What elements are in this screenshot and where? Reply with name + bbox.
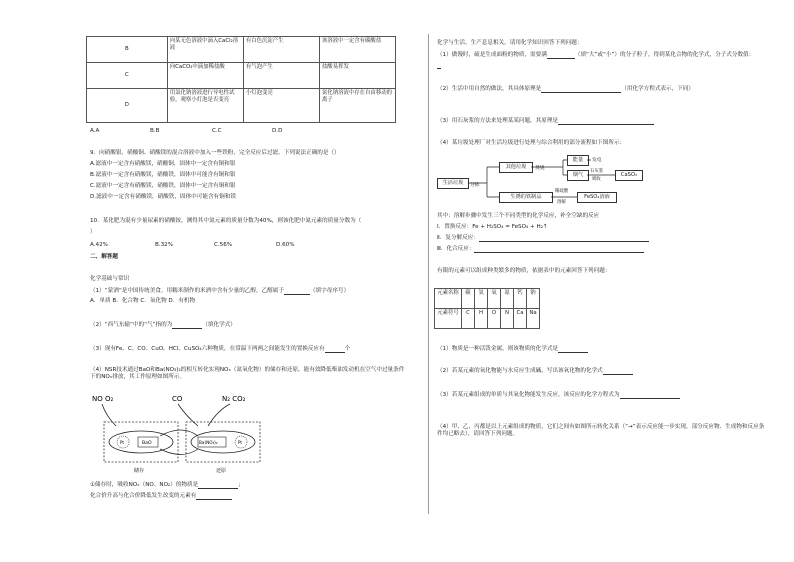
absorb-label: 吸收 bbox=[592, 177, 601, 182]
q9-stem: 9．向硝酸银、硝酸铜、硝酸镁的混合溶液中加入一些铁粉，完全反应后过滤。下列说法正确的是（） bbox=[90, 150, 340, 156]
q10-options bbox=[90, 242, 295, 249]
q3-stem bbox=[90, 346, 350, 353]
q4-1-text: ①储存时，吸收NOₓ（NO、NO₂）的物质是 bbox=[90, 482, 199, 488]
q10-stem-end: ） bbox=[90, 229, 96, 235]
operation-cell: 用氯化钠溶液进行导电性试验，观察小灯泡是否变亮 bbox=[167, 89, 243, 123]
table-cell: C bbox=[462, 309, 475, 329]
answer-blank[interactable] bbox=[325, 346, 345, 353]
q4-3 bbox=[90, 493, 232, 500]
flow-diagram bbox=[437, 152, 677, 210]
row-label: B bbox=[87, 37, 168, 63]
p5-ii-text: Ⅱ．复分解反应： bbox=[437, 235, 479, 241]
e1 bbox=[437, 346, 588, 353]
q8-options bbox=[90, 128, 283, 135]
garbage-box: 生活垃圾 bbox=[437, 178, 469, 189]
table-cell: 元素符号 bbox=[435, 309, 462, 329]
row-label: D bbox=[87, 89, 168, 123]
dilute-acid-label: 稀硫酸 bbox=[555, 189, 569, 194]
q9-option-b: B.滤液中一定含有硝酸镁，硝酸铁，固体中可能含有铜和银 bbox=[90, 172, 236, 178]
e1-text: （1）物质是一种活泼金属，则该物质的化学式是 bbox=[437, 346, 559, 352]
flow-arrows bbox=[437, 152, 677, 210]
p2-hint: （用化学方程式表示，下同） bbox=[621, 86, 694, 92]
q3-text: （3）现有Fe、C、CO、CuO、HCl、CuSO₄六种物质，在常温下两两之间能发生的置换反应有 bbox=[90, 346, 325, 352]
option: D.60% bbox=[276, 242, 295, 248]
reduce-caption: 还原 bbox=[216, 468, 227, 474]
answer-blank[interactable] bbox=[541, 86, 621, 93]
option: C.C bbox=[212, 128, 222, 134]
p2 bbox=[437, 86, 694, 93]
q4-stem: （4）NSR技术通过BaO和Ba(NO₃)₂的相互转化实现NOₓ（氮氧化物）的储存和还原，能有效降低柴油发动机在空气中过量条件下的NOₓ排放，其工作原理如图所示。 bbox=[90, 367, 405, 380]
table-cell: H bbox=[475, 309, 488, 329]
conclusion-cell: 盐酸易挥发 bbox=[319, 63, 395, 89]
answer-blank[interactable] bbox=[479, 235, 649, 242]
answer-blank[interactable] bbox=[603, 368, 633, 375]
e4: （4）甲、乙、丙都是以上元素组成的物质，它们之间有如图所示转化关系（“→”表示反应能一步实现，部分反应物、生成物和反应条件均已略去），请回答下列问题。 bbox=[437, 424, 765, 437]
p5-iii bbox=[437, 246, 644, 253]
answer-blank[interactable] bbox=[284, 288, 310, 295]
option: B.32% bbox=[155, 242, 174, 248]
p1 bbox=[437, 52, 754, 59]
table-cell: 钙 bbox=[514, 289, 527, 309]
table-row bbox=[87, 89, 396, 123]
caso3-box: CaSO₃ bbox=[615, 170, 643, 181]
q9-option-d: D.滤液中一定含有硝酸镁，硝酸铁，固体中可能含有铜和镁 bbox=[90, 194, 236, 200]
q2-stem bbox=[90, 322, 236, 329]
cycle-arrow-bottom bbox=[160, 449, 198, 455]
table-cell: Na bbox=[527, 309, 540, 329]
table-cell: 元素名称 bbox=[435, 289, 462, 309]
p5: 其中：溶解步骤中发生三个不同类型的化学反应，补全空缺的反应 bbox=[437, 213, 600, 219]
answer-blank[interactable] bbox=[547, 52, 575, 59]
sort-label: 分拣 bbox=[470, 183, 480, 188]
dissolve-label: 溶解 bbox=[557, 200, 566, 205]
p3-text: （3）用石灰浆的方法来处理某某问题，其原理是 bbox=[437, 118, 559, 124]
bao-label: BaO bbox=[142, 441, 152, 446]
table-cell: 氢 bbox=[475, 289, 488, 309]
p5-ii bbox=[437, 235, 649, 242]
table-row bbox=[87, 37, 396, 63]
table-row bbox=[435, 309, 540, 329]
phenomenon-cell: 小灯泡变亮 bbox=[243, 89, 319, 123]
p2-text: （2）生活中用自然的做法，其具体原理是 bbox=[437, 86, 542, 92]
p5-iii-text: Ⅲ．化合反应： bbox=[437, 246, 475, 252]
q1-hint: （填字母序号） bbox=[309, 288, 350, 294]
p4: （4）某垃圾处理厂对生活垃圾进行处理与综合利用的部分流程如下图所示： bbox=[437, 140, 626, 146]
table-cell: 氧 bbox=[488, 289, 501, 309]
row-label: C bbox=[87, 63, 168, 89]
table-cell: 钠 bbox=[527, 289, 540, 309]
lime-label: 石灰浆 bbox=[590, 169, 604, 174]
subsection-title: 化学基础与常识 bbox=[90, 276, 130, 282]
table-row bbox=[87, 63, 396, 89]
other-garbage-box: 其他垃圾 bbox=[499, 162, 533, 173]
arrow-in-left bbox=[102, 404, 116, 426]
operation-cell: 向某无色溶液中滴入CaCl₂溶液 bbox=[167, 37, 243, 63]
answer-blank[interactable] bbox=[558, 346, 588, 353]
co-label: CO bbox=[172, 395, 183, 403]
p6: 有限的元素可以组成种类繁多的物质，依据表中的元素回答下列问题： bbox=[437, 268, 611, 274]
e2-text: （2）若某元素的氧化物能与水反应生成碱，写出该氧化物的化学式 bbox=[437, 368, 603, 374]
option: C.56% bbox=[214, 242, 233, 248]
element-table bbox=[434, 288, 540, 329]
answer-blank[interactable] bbox=[198, 482, 238, 489]
conclusion-cell: 该溶液中一定含有碳酸盐 bbox=[319, 37, 395, 63]
q1-options: A．单质 B．化合物 C．氧化物 D．有机物 bbox=[90, 298, 196, 304]
q9-option-a: A.滤液中一定含有硝酸镁，硝酸铜，固体中一定含有铜和银 bbox=[90, 161, 236, 167]
e2 bbox=[437, 368, 633, 375]
answer-blank[interactable] bbox=[474, 246, 644, 253]
gas-box: 烟气 bbox=[567, 170, 589, 181]
p5-i: Ⅰ．置换反应：Fe + H₂SO₄ = FeSO₄ + H₂↑ bbox=[437, 224, 548, 230]
burn-label: 焚烧 bbox=[535, 166, 545, 171]
operation-cell: 向CaCO₃中滴加稀盐酸 bbox=[167, 63, 243, 89]
option: A.A bbox=[90, 128, 100, 134]
answer-blank[interactable] bbox=[437, 62, 441, 69]
q4-1-end: ； bbox=[238, 482, 244, 488]
arrow-out-right bbox=[208, 404, 230, 426]
q9-option-c: C.滤液中一定含有硝酸镁，硝酸铁，固体中一定含有铜和银 bbox=[90, 183, 236, 189]
option: D.D bbox=[272, 128, 283, 134]
answer-blank[interactable] bbox=[620, 392, 680, 399]
table-row bbox=[435, 289, 540, 309]
e3-text: （3）若某元素组成的单质与其氧化物能发生反应，该反应的化学方程式为 bbox=[437, 392, 620, 398]
table-cell: 碳 bbox=[462, 289, 475, 309]
section-heading: 二、解答题 bbox=[90, 254, 118, 260]
q2-hint: （填化学式） bbox=[202, 322, 236, 328]
table-cell: 氮 bbox=[501, 289, 514, 309]
q2-text: （2）“西气东输”中的“气”指的为 bbox=[90, 322, 173, 328]
answer-blank[interactable] bbox=[172, 322, 202, 329]
nsr-diagram bbox=[90, 392, 330, 476]
n2-co2-label: N₂ CO₂ bbox=[222, 395, 246, 403]
p1-blank-line bbox=[437, 62, 441, 69]
option: A.42% bbox=[90, 242, 108, 248]
option: B.B bbox=[150, 128, 160, 134]
q1-stem bbox=[90, 288, 349, 295]
pt-left-label: Pt bbox=[120, 440, 124, 445]
table-cell: N bbox=[501, 309, 514, 329]
no-o2-label: NO O₂ bbox=[92, 395, 114, 403]
q4-3-text: 化合价升高与化合价降低发生改变的元素有 bbox=[90, 493, 197, 499]
answer-blank[interactable] bbox=[558, 118, 654, 125]
p3 bbox=[437, 118, 654, 125]
q1-text: （1）“蒙酒”是中国传统美食。用糯米制作的米酒中含有少量的乙醇，乙醇属于 bbox=[90, 288, 284, 294]
e3 bbox=[437, 392, 680, 399]
pt-right-label: Pt bbox=[238, 440, 242, 445]
table-cell: Ca bbox=[514, 309, 527, 329]
power-label: 发电 bbox=[592, 158, 602, 163]
store-caption: 储存 bbox=[134, 468, 145, 474]
q10-stem: 10．某化肥为混有少量尿素的硝酸铵，测得其中氮元素的质量分数为40%，则该化肥中氮元素的质量分数为（ bbox=[90, 218, 362, 224]
ba-nitrate-label: Ba(NO₃)₂ bbox=[199, 440, 218, 445]
q4-1 bbox=[90, 482, 244, 489]
phenomenon-cell: 有白色沉淀产生 bbox=[243, 37, 319, 63]
arrow-in-mid bbox=[178, 404, 198, 426]
answer-blank[interactable] bbox=[196, 493, 232, 500]
q3-unit: 个 bbox=[344, 346, 351, 352]
column-divider bbox=[428, 34, 429, 514]
feso4-box: FeSO₄溶液 bbox=[577, 192, 617, 203]
table-cell: O bbox=[488, 309, 501, 329]
p1-hint: （填“大”或“小”）的分子粒子，得到某化合物的化学式，分子式分数值： bbox=[574, 52, 755, 58]
conclusion-cell: 氯化钠溶液中存在自由移动的离子 bbox=[319, 89, 395, 123]
p1-text: （1）做馒时，硫是生成面粉的物质，需要满 bbox=[437, 52, 547, 58]
experiment-table bbox=[86, 36, 396, 123]
energy-box: 能量 bbox=[567, 155, 589, 166]
phenomenon-cell: 有气泡产生 bbox=[243, 63, 319, 89]
rust-iron-box: 生锈的铁制品 bbox=[499, 192, 553, 203]
right-intro: 化学与生活、生产息息相关，请用化学知识回答下列问题： bbox=[437, 40, 583, 46]
